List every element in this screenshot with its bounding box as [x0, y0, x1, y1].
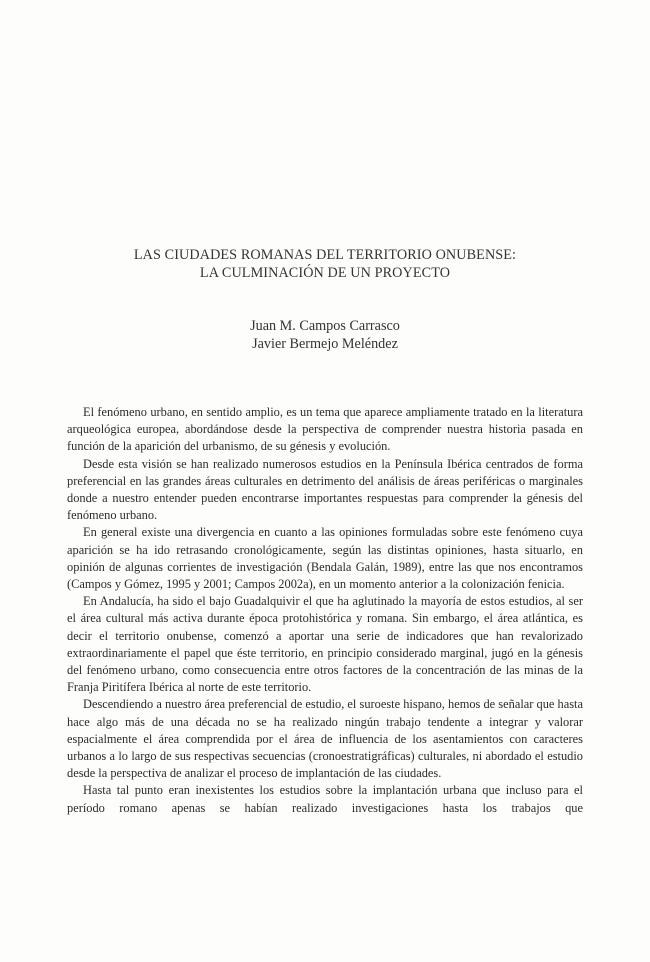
article-body: [67, 404, 583, 817]
article-title-line-1: LAS CIUDADES ROMANAS DEL TERRITORIO ONUBENSE:: [133, 247, 517, 263]
body-paragraph: Hasta tal punto eran inexistentes los estudios sobre la implantación urbana que incluso para el período romano apenas se habían realizado investigaciones hasta los trabajos que: [67, 783, 583, 815]
body-paragraph: En Andalucía, ha sido el bajo Guadalquivir el que ha aglutinado la mayoría de estos estudios, al ser el área cultural más activa durante época protohistórica y romana. Sin embargo, el área atlántica, es decir el territorio onubense, comenzó a aportar una serie de indicadores que han revalorizado extraordinariamente el papel que éste territorio, en principio considerado marginal, jugó en la génesis del fenómeno urbano, como consecuencia entre otros factores de la concentración de las minas de la Franja Piritífera Ibérica al norte de este territorio.: [67, 594, 583, 695]
body-paragraph: En general existe una divergencia en cuanto a las opiniones formuladas sobre este fenómeno cuya aparición se ha ido retrasando cronológicamente, según las distintas opiniones, hasta situarlo, en opinión de algunas corrientes de investigación (Bendala Galán, 1989), entre las que nos encontramos (Campos y Gómez, 1995 y 2001; Campos 2002a), en un momento anterior a la colonización fenicia.: [67, 525, 583, 592]
body-paragraph: El fenómeno urbano, en sentido amplio, es un tema que aparece ampliamente tratado en la literatura arqueológica europea, abordándose desde la perspectiva de comprender nuestra historia pasada en función de la aparición del urbanismo, de su génesis y evolución.: [67, 405, 583, 454]
article-title: [0, 246, 650, 282]
author-name: Juan M. Campos Carrasco: [250, 318, 400, 334]
author-list: [0, 317, 650, 353]
article-title-line-2: LA CULMINACIÓN DE UN PROYECTO: [199, 265, 451, 281]
body-paragraph: Desde esta visión se han realizado numerosos estudios en la Península Ibérica centrados de forma preferencial en las grandes áreas culturales en detrimento del análisis de áreas periféricas o marginales donde a nuestro entender pueden encontrarse importantes respuestas para comprender la génesis del fenómeno urbano.: [67, 456, 583, 523]
body-paragraph: Descendiendo a nuestro área preferencial de estudio, el suroeste hispano, hemos de señalar que hasta hace algo más de una década no se ha realizado ningún trabajo tendente a integrar y valorar espacialmente el área comprendida por el área de influencia de los asentamientos con caracteres urbanos a lo largo de sus respectivas secuencias (cronoestratigráficas) culturales, ni abordado el estudio desde la perspectiva de analizar el proceso de implantación de las ciudades.: [67, 697, 583, 781]
author-name: Javier Bermejo Meléndez: [252, 336, 398, 352]
